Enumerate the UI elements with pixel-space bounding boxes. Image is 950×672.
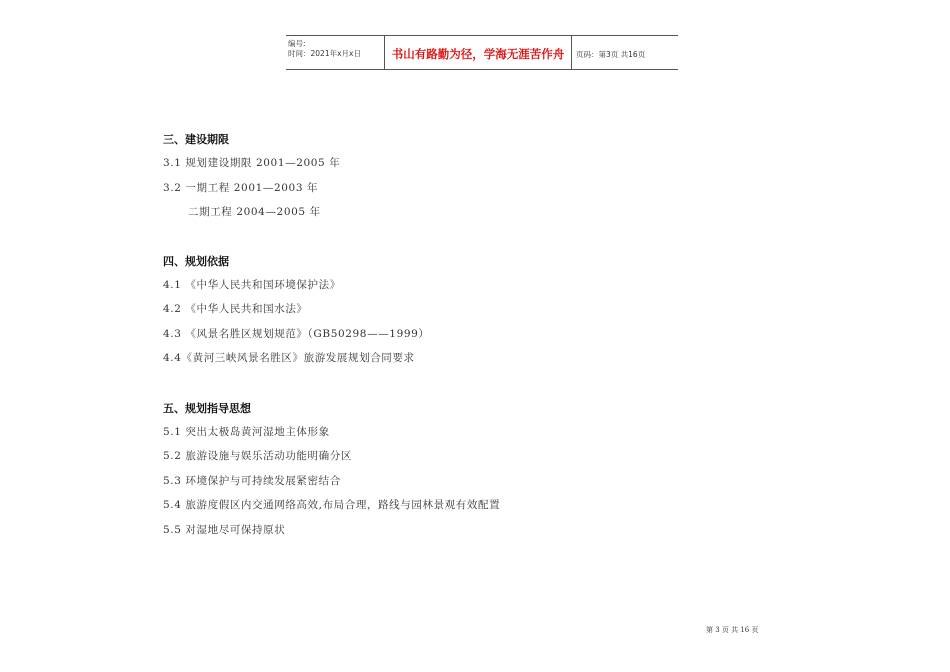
time-label: 时间：2021年x月x日: [288, 49, 361, 58]
list-item: 3.1 规划建设期限 2001—2005 年: [163, 157, 341, 169]
section-heading-3: 三、建设期限: [163, 133, 229, 146]
page-footer: 第 3 页 共 16 页: [706, 626, 759, 634]
list-item: 5.3 环境保护与可持续发展紧密结合: [163, 475, 341, 487]
page-info: 页码：第3页 共16页: [576, 50, 646, 59]
section-heading-4: 四、规划依据: [163, 255, 229, 268]
list-item: 5.5 对湿地尽可保持原状: [163, 524, 286, 536]
list-item: 4.4《黄河三峡风景名胜区》旅游发展规划合同要求: [163, 352, 415, 364]
code-label: 编号:: [288, 39, 306, 48]
list-item: 5.2 旅游设施与娱乐活动功能明确分区: [163, 450, 352, 462]
list-item: 3.2 一期工程 2001—2003 年: [163, 182, 319, 194]
section-heading-5: 五、规划指导思想: [163, 402, 251, 415]
list-item: 4.3 《风景名胜区规划规范》（GB50298——1999）: [163, 328, 430, 340]
header-motto-cell: [385, 36, 572, 69]
list-item: 5.4 旅游度假区内交通网络高效,布局合理，路线与园林景观有效配置: [163, 499, 501, 511]
header-motto: 书山有路勤为径，学海无涯苦作舟: [391, 47, 565, 61]
list-item: 二期工程 2004—2005 年: [188, 206, 321, 218]
header-right-cell: [573, 36, 678, 69]
page-header: [286, 35, 678, 70]
list-item: 4.2 《中华人民共和国水法》: [163, 303, 308, 315]
list-item: 4.1 《中华人民共和国环境保护法》: [163, 279, 341, 291]
header-left-cell: [286, 36, 385, 69]
list-item: 5.1 突出太极岛黄河湿地主体形象: [163, 426, 330, 438]
